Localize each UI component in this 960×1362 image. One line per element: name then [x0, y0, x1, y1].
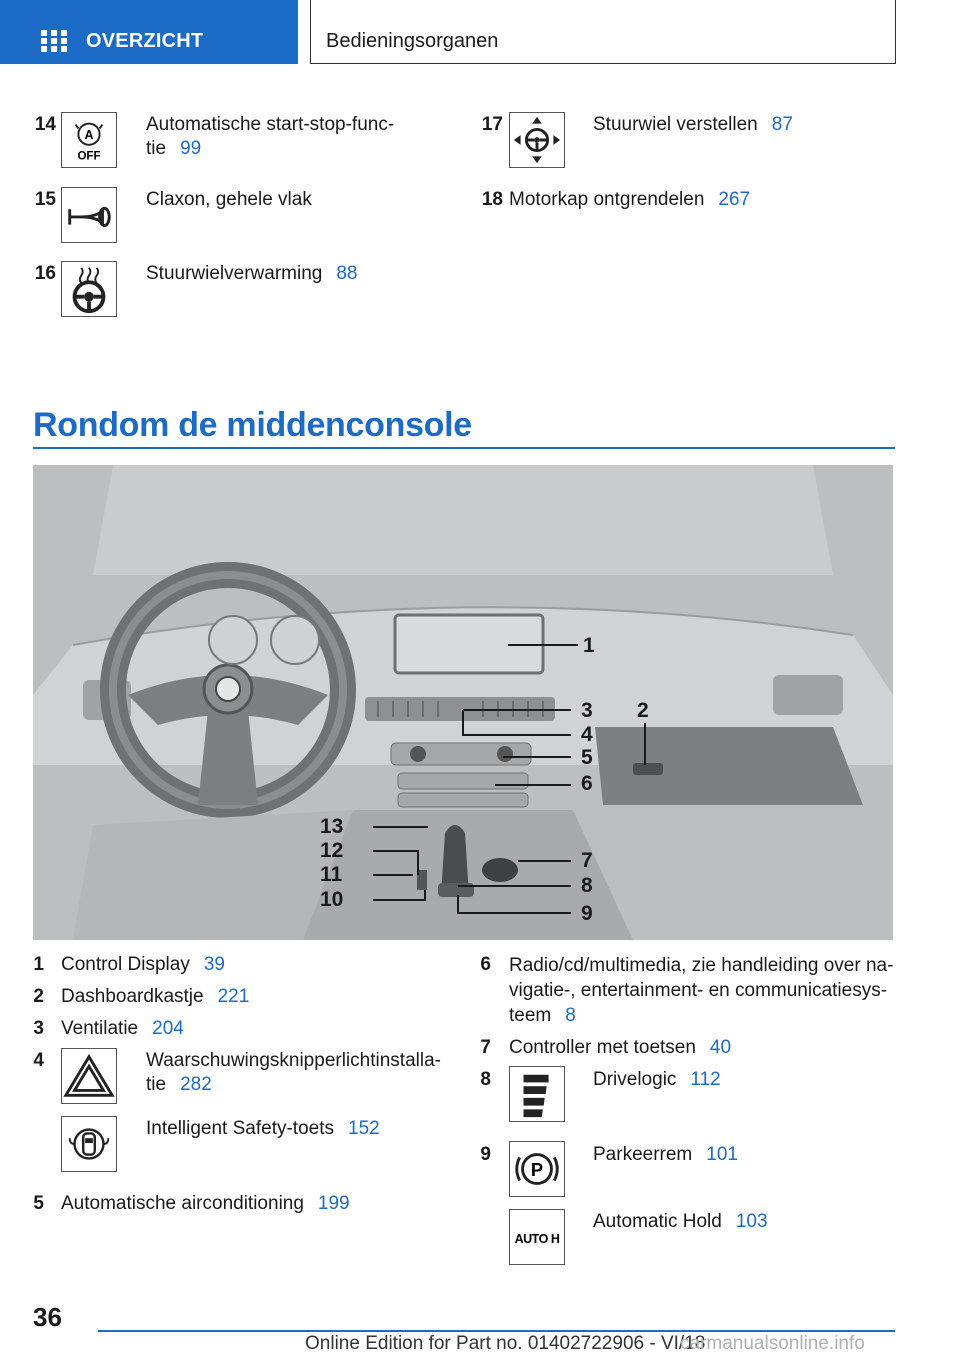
callout-8: 8 [581, 874, 593, 897]
callout-2: 2 [637, 699, 649, 722]
auto-a-label: A [84, 128, 94, 143]
console-item-2-text: Dashboardkastje 221 [61, 986, 250, 1007]
item-14-text: Automatische start-stop-func- tie 99 [146, 114, 395, 159]
console-item-7-text: Controller met toetsen 40 [509, 1037, 732, 1058]
item-number: 1 [33, 954, 44, 975]
console-item-6-text: Radio/cd/multimedia, zie handleiding over na- vigatie-, entertainment- en communicatiesys- teem 8 [509, 955, 894, 1026]
callout-11: 11 [320, 863, 343, 886]
intelligent-safety-text: Intelligent Safety-toets 152 [146, 1118, 380, 1139]
item-number: 14 [34, 114, 56, 135]
page-ref-link[interactable]: 39 [203, 954, 225, 975]
callout-6: 6 [581, 772, 593, 795]
page-ref-link[interactable]: 99 [180, 138, 202, 159]
footer-divider [98, 1330, 895, 1332]
auto-off-label: OFF [77, 150, 101, 163]
page-ref-link[interactable]: 282 [180, 1074, 212, 1095]
console-item-1-text: Control Display 39 [61, 954, 225, 975]
drivelogic-icon [509, 1066, 565, 1122]
page-ref-link[interactable]: 8 [565, 1005, 576, 1026]
callout-5: 5 [581, 746, 593, 769]
item-number: 17 [481, 114, 503, 135]
auto-hold-text: Automatic Hold 103 [593, 1211, 768, 1232]
page-ref-link[interactable]: 112 [690, 1069, 721, 1090]
page-number: 36 [33, 1302, 62, 1332]
item-number: 5 [33, 1193, 44, 1214]
item-16-text: Stuurwielverwarming 88 [146, 263, 358, 284]
steering-wheel-heating-icon [61, 261, 117, 317]
console-item-4-text: Waarschuwingsknipperlichtinstalla- tie 282 [146, 1050, 441, 1095]
tab-section[interactable] [310, 0, 896, 64]
page-ref-link[interactable]: 152 [348, 1118, 380, 1139]
page-ref-link[interactable]: 40 [709, 1037, 732, 1058]
item-15-text: Claxon, gehele vlak [146, 189, 312, 210]
steering-wheel-adjust-icon [509, 112, 565, 168]
item-number: 7 [480, 1037, 491, 1058]
item-17-text: Stuurwiel verstellen 87 [593, 114, 793, 135]
hazard-warning-icon [61, 1048, 117, 1104]
item-number: 6 [480, 954, 491, 975]
parking-brake-icon [509, 1141, 565, 1197]
title-divider [33, 447, 895, 449]
edition-footer: Online Edition for Part no. 01402722906 - VI/18 [305, 1333, 706, 1354]
console-item-8-text: Drivelogic 112 [593, 1069, 721, 1090]
callout-12: 12 [320, 839, 344, 862]
grid-menu-icon [41, 30, 67, 52]
item-number: 9 [480, 1144, 491, 1165]
tab-overview-label: OVERZICHT [86, 30, 204, 52]
callout-3: 3 [581, 699, 593, 722]
section-title: Rondom de middenconsole [33, 406, 472, 444]
page-ref-link[interactable]: 267 [718, 189, 751, 210]
tab-section-label: Bedieningsorganen [326, 30, 499, 52]
page-ref-link[interactable]: 199 [317, 1193, 350, 1214]
item-number: 18 [481, 189, 503, 210]
console-item-3-text: Ventilatie 204 [61, 1018, 184, 1039]
page-ref-link[interactable]: 103 [735, 1211, 768, 1232]
item-number: 15 [34, 189, 56, 210]
callout-1: 1 [583, 634, 595, 657]
center-console-illustration [33, 465, 893, 940]
page-ref-link[interactable]: 221 [217, 986, 250, 1007]
page-ref-link[interactable]: 101 [706, 1144, 738, 1165]
item-number: 3 [33, 1018, 44, 1039]
item-number: 16 [34, 263, 56, 284]
page-ref-link[interactable]: 204 [152, 1018, 184, 1039]
horn-icon [61, 187, 117, 243]
page-ref-link[interactable]: 87 [771, 114, 793, 135]
auto-hold-icon [509, 1209, 565, 1265]
page-ref-link[interactable]: 88 [336, 263, 358, 284]
console-item-5-text: Automatische airconditioning 199 [61, 1193, 350, 1214]
item-18-text: Motorkap ontgrendelen 267 [509, 189, 751, 210]
auto-hold-icon-label: AUTO H [514, 1231, 560, 1246]
callout-10: 10 [320, 888, 344, 911]
callout-4: 4 [581, 723, 593, 746]
callout-7: 7 [581, 849, 593, 872]
site-watermark: carmanualsonline.info [680, 1333, 865, 1354]
callout-13: 13 [320, 815, 344, 838]
auto-start-stop-off-icon [61, 112, 117, 168]
item-number: 2 [33, 986, 44, 1007]
park-p-label: P [530, 1158, 544, 1180]
callout-9: 9 [581, 902, 593, 925]
console-item-9-text: Parkeerrem 101 [593, 1144, 738, 1165]
intelligent-safety-icon [61, 1116, 117, 1172]
item-number: 8 [480, 1069, 491, 1090]
item-number: 4 [33, 1050, 44, 1071]
tab-overview[interactable] [0, 0, 298, 64]
